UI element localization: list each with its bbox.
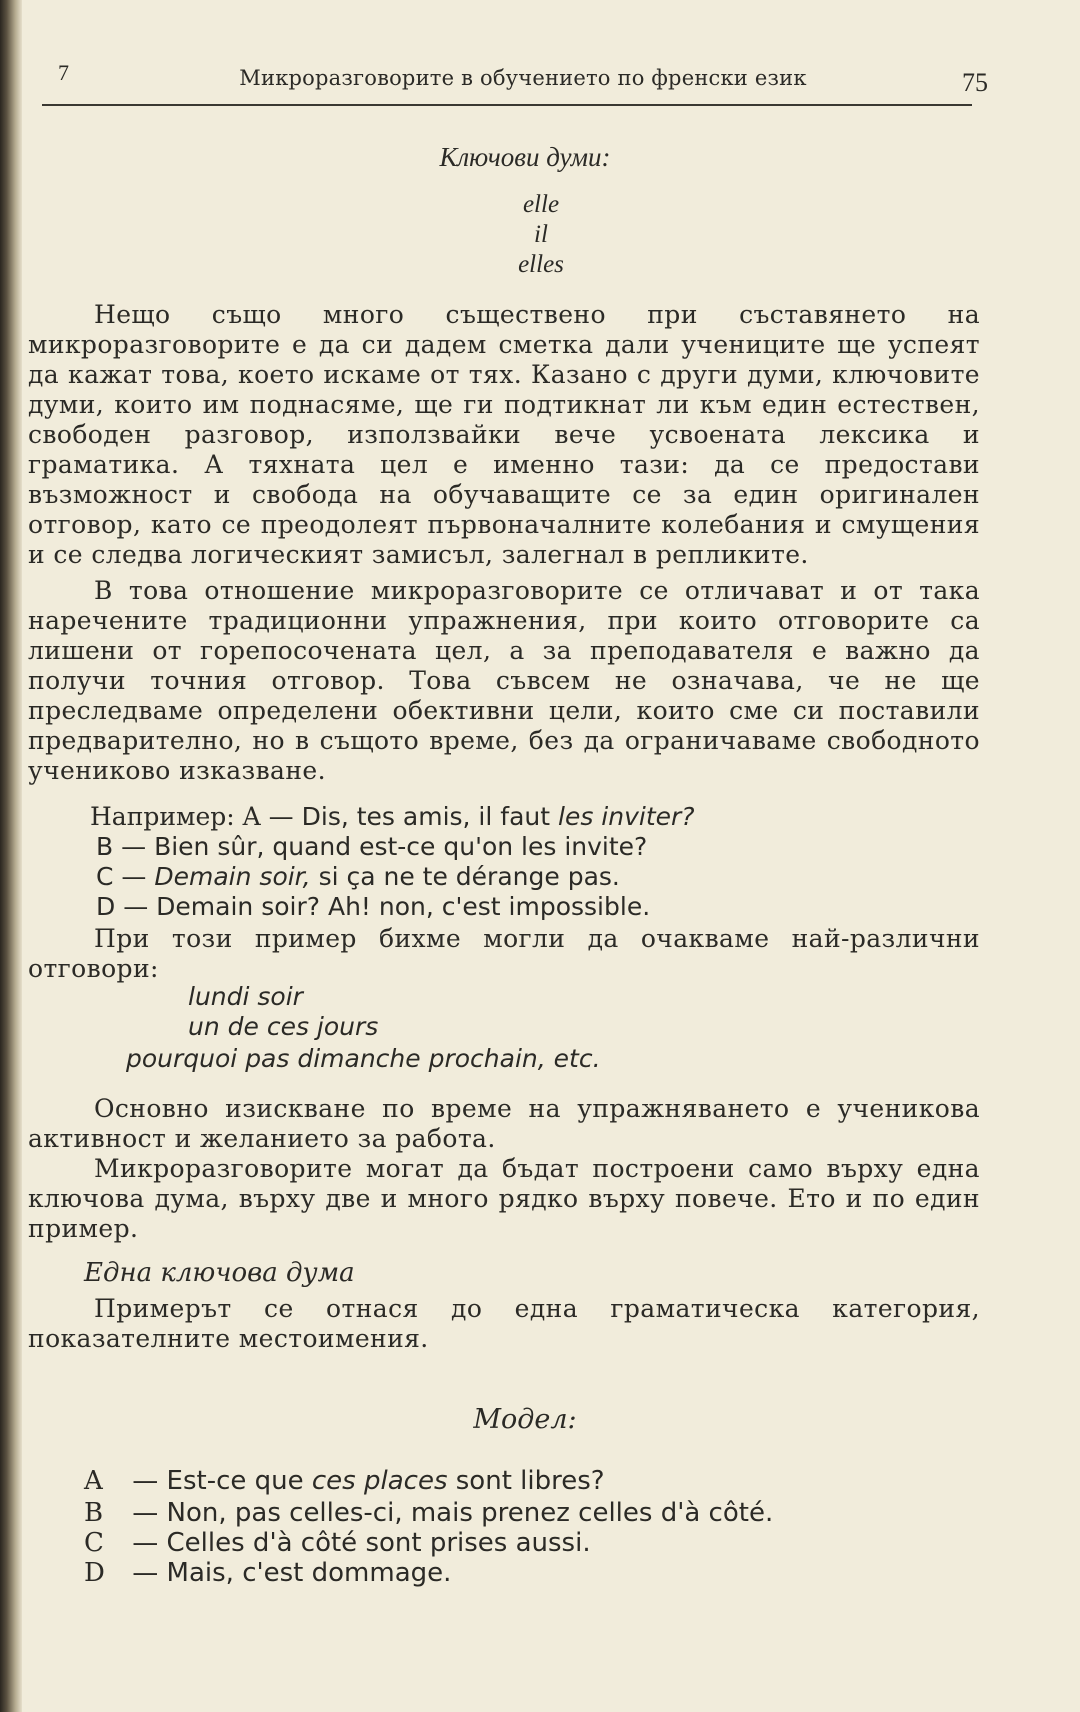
line-text: Bien sûr, quand est-ce qu'on les invite? bbox=[154, 832, 648, 861]
speaker-label: D bbox=[96, 892, 116, 921]
keyword-item: elles bbox=[518, 251, 564, 278]
keywords-list bbox=[0, 190, 1080, 280]
paragraph-6-text: Примерът се отнася до една граматическа категория, показателните местоимения. bbox=[28, 1294, 980, 1353]
example-line-a bbox=[90, 802, 695, 832]
line-text: Demain soir? Ah! non, c'est impossible. bbox=[156, 892, 651, 921]
paragraph-2-text: В това отношение микроразговорите се отличават и от така наречените традиционни упражнения, при които отговорите са лишени от горепосочената цел, а за преподавателя е важно да получи точния отговор. Това съвсем не означава, че не ще преследваме определени обективни цели, които сме си поставили предварително, но в същото време, без да ограничаваме свободното учениково изказване. bbox=[28, 576, 980, 785]
paragraph-1-text: Нещо също много съществено при съставянето на микроразговорите е да си дадем сметка дали учениците ще успеят да кажат това, което искаме от тях. Казано с други думи, ключовите думи, които им поднасяме, ще ги подтикнат ли към един естествен, свободен разговор, използвайки вече усвоената лексика и граматика. А тяхната цел е именно тази: да се предостави възможност и свобода на обучаващите се за един оригинален отговор, като се преодолеят първоначалните колебания и смущения и се следва логическият замисъл, залегнал в репликите. bbox=[28, 300, 980, 569]
line-text: Non, pas celles-ci, mais prenez celles d'à côté. bbox=[166, 1498, 774, 1528]
section-title: Една ключова дума bbox=[84, 1258, 355, 1288]
answer-item: un de ces jours bbox=[188, 1012, 379, 1041]
dash: — bbox=[121, 832, 147, 861]
line-text: si ça ne te dérange pas. bbox=[318, 862, 620, 891]
example-line-b bbox=[96, 832, 647, 862]
keyword-item: il bbox=[534, 221, 548, 248]
dash: — bbox=[123, 892, 149, 921]
line-text: Est-ce que bbox=[166, 1466, 304, 1496]
line-text: Mais, c'est dommage. bbox=[166, 1558, 452, 1588]
chapter-number: 7 bbox=[58, 60, 69, 85]
dash: — bbox=[132, 1498, 159, 1528]
header-rule bbox=[42, 104, 972, 106]
answer-item: lundi soir bbox=[188, 982, 303, 1011]
paragraph-4-text: Основно изискване по време на упражняването е ученикова активност и желанието за работа. bbox=[28, 1094, 980, 1153]
model-line-d bbox=[84, 1558, 451, 1588]
speaker-label: A bbox=[242, 802, 261, 831]
page-number: 75 bbox=[962, 68, 988, 97]
model-line-c bbox=[84, 1528, 591, 1558]
dash: — bbox=[121, 862, 147, 891]
paragraph-4 bbox=[28, 1094, 980, 1154]
model-line-a bbox=[84, 1466, 605, 1496]
example-intro: Например: bbox=[90, 802, 235, 831]
dash: — bbox=[268, 802, 294, 831]
paragraph-6 bbox=[28, 1294, 980, 1354]
keywords-title: Ключови думи: bbox=[439, 142, 611, 172]
running-header bbox=[58, 60, 988, 100]
speaker-label: B bbox=[96, 832, 114, 861]
line-italic: Demain soir, bbox=[154, 862, 311, 891]
example-line-c bbox=[96, 862, 620, 892]
dash: — bbox=[132, 1558, 159, 1588]
paragraph-5 bbox=[28, 1154, 980, 1244]
paragraph-5-text: Микроразговорите могат да бъдат построени само върху една ключова дума, върху две и много рядко върху повече. Ето и по един пример. bbox=[28, 1154, 980, 1243]
line-text: sont libres? bbox=[455, 1466, 605, 1496]
example-line-d bbox=[96, 892, 650, 922]
speaker-label: A bbox=[84, 1466, 103, 1496]
model-title: Модел: bbox=[473, 1404, 577, 1435]
paragraph-2 bbox=[28, 576, 980, 786]
paragraph-3 bbox=[28, 924, 980, 984]
line-text: Dis, tes amis, il faut bbox=[301, 802, 551, 831]
line-text: Celles d'à côté sont prises aussi. bbox=[166, 1528, 591, 1558]
answer-item: pourquoi pas dimanche prochain, etc. bbox=[126, 1044, 601, 1073]
paragraph-3-text: При този пример бихме могли да очакваме най-различни отговори: bbox=[28, 924, 980, 983]
line-italic: ces places bbox=[311, 1466, 448, 1496]
line-italic: les inviter? bbox=[558, 802, 695, 831]
model-line-b bbox=[84, 1498, 773, 1528]
dash: — bbox=[132, 1528, 159, 1558]
speaker-label: B bbox=[84, 1498, 104, 1528]
speaker-label: C bbox=[84, 1528, 104, 1558]
keyword-item: elle bbox=[522, 191, 560, 218]
speaker-label: C bbox=[96, 862, 114, 891]
running-title: Микроразговорите в обучението по френски език bbox=[239, 66, 807, 90]
speaker-label: D bbox=[84, 1558, 105, 1588]
dash: — bbox=[132, 1466, 159, 1496]
paragraph-1 bbox=[28, 300, 980, 570]
